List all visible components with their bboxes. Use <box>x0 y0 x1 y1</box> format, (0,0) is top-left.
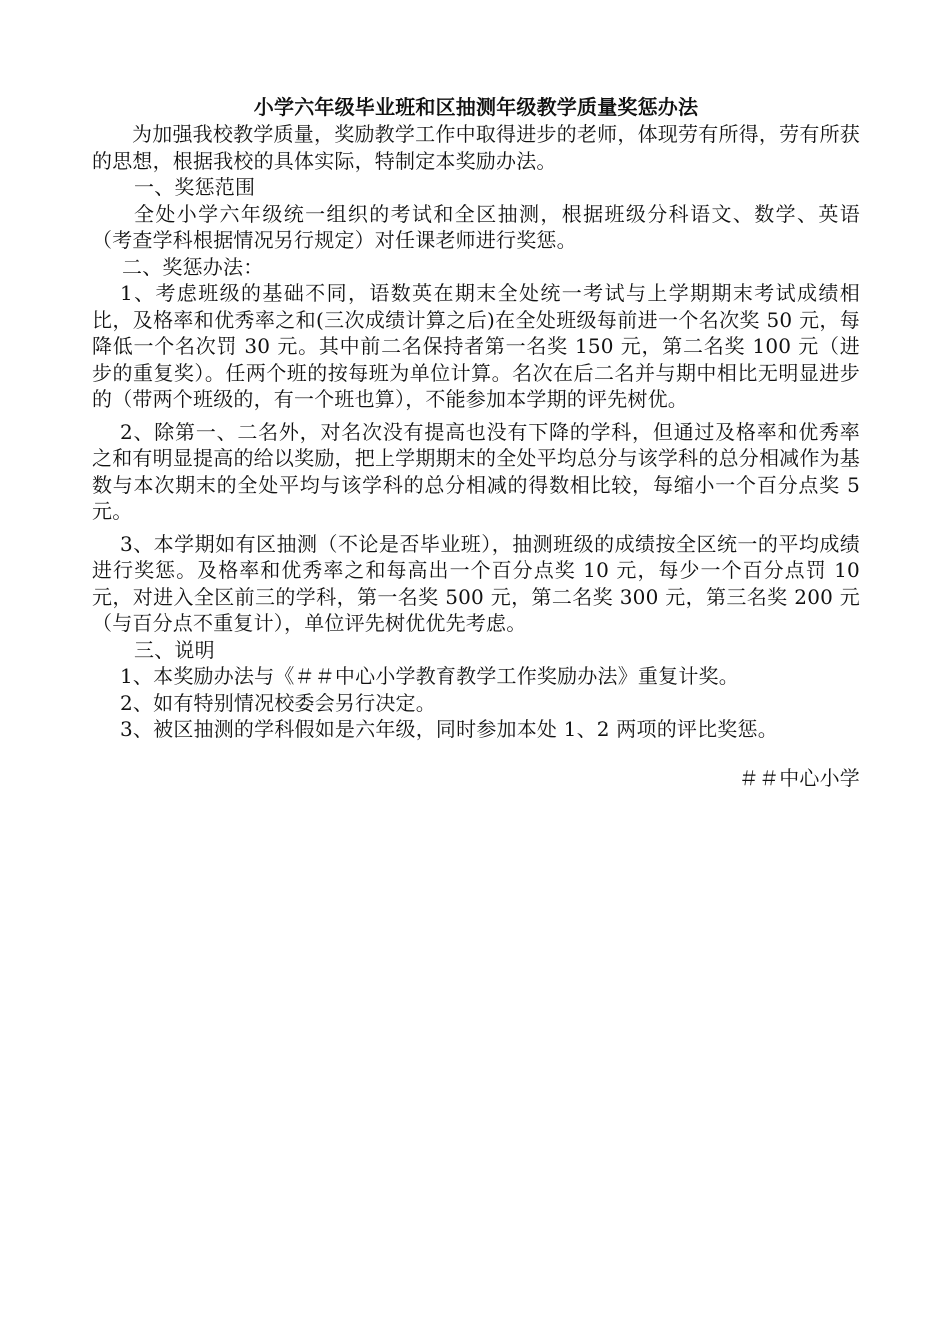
section3-item-3: 3、被区抽测的学科假如是六年级，同时参加本处 1、2 两项的评比奖惩。 <box>120 717 778 741</box>
document-page <box>92 94 860 791</box>
intro-paragraph: 为加强我校教学质量，奖励教学工作中取得进步的老师，体现劳有所得，劳有所获的思想，根据我校的具体实际，特制定本奖励办法。 <box>92 122 860 173</box>
section3-item-1: 1、本奖励办法与《＃＃中心小学教育教学工作奖励办法》重复计奖。 <box>120 664 739 688</box>
section1-body: 全处小学六年级统一组织的考试和全区抽测，根据班级分科语文、数学、英语（考查学科根据情况另行规定）对任课老师进行奖惩。 <box>92 201 860 252</box>
section3-item-2: 2、如有特别情况校委会另行决定。 <box>120 690 436 715</box>
section2-item-1: 1、考虑班级的基础不同，语数英在期末全处统一考试与上学期期末考试成绩相比，及格率和优秀率之和(三次成绩计算之后)在全处班级每前进一个名次奖 50 元，每降低一个名次罚 30 元。其中前二名保持者第一名奖 150 元，第二名奖 100 元（进步的重复奖）。任两个班的按每班为单位计算。名次在后二名并与期中相比无明显进步的（带两个班级的，有一个班也算），不能参加本学期的评先树优。 <box>92 281 860 411</box>
section2-heading: 二、奖惩办法： <box>122 254 264 279</box>
section1-heading: 一、奖惩范围 <box>134 175 256 199</box>
section3-heading: 三、说明 <box>134 637 215 662</box>
section2-item-3: 3、本学期如有区抽测（不论是否毕业班），抽测班级的成绩按全区统一的平均成绩进行奖惩。及格率和优秀率之和每高出一个百分点奖 10 元，每少一个百分点罚 10 元，对进入全区前三的学科，第一名奖 500 元，第二名奖 300 元，第三名奖 200 元（与百分点不重复计），单位评先树优优先考虑。 <box>92 531 860 635</box>
document-title: 小学六年级毕业班和区抽测年级教学质量奖惩办法 <box>253 95 699 119</box>
signature: ＃＃中心小学 <box>738 765 860 790</box>
section2-item-2: 2、除第一、二名外，对名次没有提高也没有下降的学科，但通过及格率和优秀率之和有明显提高的给以奖励，把上学期期末的全处平均总分与该学科的总分相减作为基数与本次期末的全处平均与该学科的总分相减的得数相比较，每缩小一个百分点奖 5 元。 <box>92 419 860 523</box>
